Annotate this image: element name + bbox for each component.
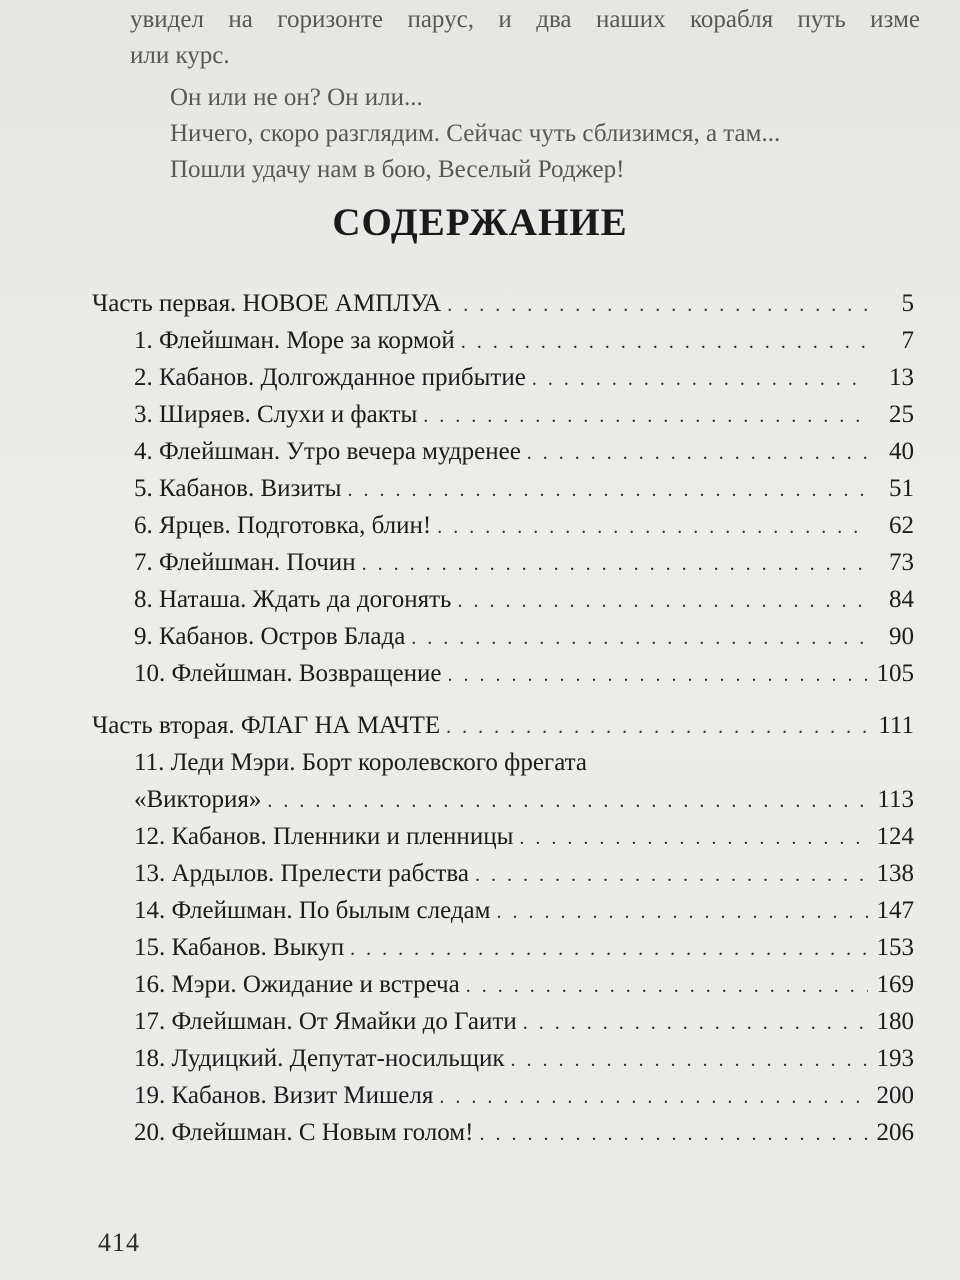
carry-over-line: Пошли удачу нам в бою, Веселый Роджер! (170, 156, 625, 183)
toc-page-number: 7 (901, 327, 914, 354)
toc-entry (92, 396, 914, 433)
toc-page-number: 193 (876, 1045, 914, 1072)
toc-page-number: 25 (889, 401, 914, 428)
toc-entry (92, 618, 914, 655)
carry-over-line: Он или не он? Он или... (170, 84, 423, 111)
toc-entry (92, 655, 914, 692)
toc-entry-label: 16. Мэри. Ожидание и встреча (134, 971, 460, 998)
toc-leader-dots (523, 1005, 868, 1042)
toc-page-number: 124 (876, 823, 914, 850)
toc-leader-dots (437, 509, 868, 546)
toc-entry-label: 8. Наташа. Ждать да догонять (134, 586, 452, 613)
toc-leader-dots (532, 361, 868, 398)
toc-leader-dots (439, 1079, 868, 1116)
toc-page-number: 113 (877, 786, 914, 813)
toc-entry-label: 4. Флейшман. Утро вечера мудренее (134, 438, 521, 465)
toc-leader-dots (362, 546, 868, 583)
toc-entry-label: 15. Кабанов. Выкуп (134, 934, 345, 961)
toc-entry-label: 3. Ширяев. Слухи и факты (134, 401, 418, 428)
toc-leader-dots (527, 435, 868, 472)
toc-leader-dots (347, 472, 868, 509)
toc-entry-label: 12. Кабанов. Пленники и пленницы (134, 823, 514, 850)
toc-entry-label: 6. Ярцев. Подготовка, блин! (134, 512, 432, 539)
carry-over-line: увидел на горизонте парус, и два наших корабля путь изме (130, 6, 920, 33)
toc-entry-label: 18. Лудицкий. Депутат-носильщик (134, 1045, 505, 1072)
toc-entry (92, 544, 914, 581)
toc-title: СОДЕРЖАНИЕ (332, 201, 628, 244)
toc-entry-label: 9. Кабанов. Остров Блада (134, 623, 406, 650)
toc-leader-dots (350, 931, 868, 968)
toc-page-number: 62 (889, 512, 914, 539)
toc-entry (92, 929, 914, 966)
toc-entry (92, 470, 914, 507)
toc-page-number: 105 (876, 660, 914, 687)
toc-part-heading (92, 285, 914, 322)
toc-entry (92, 1040, 914, 1077)
toc-leader-dots (447, 287, 868, 324)
toc-entry (92, 359, 914, 396)
toc-entry (92, 507, 914, 544)
toc-page-number: 5 (901, 290, 914, 317)
toc-page-number: 84 (889, 586, 914, 613)
toc-leader-dots (423, 398, 868, 435)
toc-leader-dots (447, 657, 868, 694)
toc-entry-label: Часть первая. НОВОЕ АМПЛУА (92, 290, 442, 317)
toc-entry-label: 19. Кабанов. Визит Мишеля (134, 1082, 434, 1109)
toc-entry-label: Часть вторая. ФЛАГ НА МАЧТЕ (92, 712, 441, 739)
carry-over-text (130, 0, 920, 188)
toc-entry (92, 892, 914, 929)
toc-leader-dots (479, 1116, 868, 1153)
toc-entry (92, 1003, 914, 1040)
toc-entry-label: 13. Ардылов. Прелести рабства (134, 860, 469, 887)
toc-entry (92, 1077, 914, 1114)
toc-page-number: 147 (876, 897, 914, 924)
toc-entry-label: 14. Флейшман. По былым следам (134, 897, 491, 924)
toc-entry (92, 818, 914, 855)
toc-leader-dots (267, 783, 868, 820)
toc-entry-label: 5. Кабанов. Визиты (134, 475, 342, 502)
toc-leader-dots (475, 857, 868, 894)
toc-entry (92, 855, 914, 892)
toc-leader-dots (446, 709, 868, 746)
carry-over-line: или курс. (130, 42, 230, 69)
toc-leader-dots (496, 894, 868, 931)
toc-entry-label: 11. Леди Мэри. Борт королевского фрегата (134, 749, 587, 776)
toc-page-number: 90 (889, 623, 914, 650)
toc-page-number: 180 (876, 1008, 914, 1035)
table-of-contents (92, 285, 914, 1151)
toc-entry-label: 17. Флейшман. От Ямайки до Гаити (134, 1008, 517, 1035)
toc-page-number: 111 (878, 712, 914, 739)
toc-entry-label: «Виктория» (134, 786, 262, 813)
toc-entry (92, 966, 914, 1003)
toc-page-number: 206 (876, 1119, 914, 1146)
toc-leader-dots (461, 324, 868, 361)
toc-part-heading (92, 707, 914, 744)
toc-page-number: 73 (889, 549, 914, 576)
toc-entry (92, 1114, 914, 1151)
toc-leader-dots (466, 968, 868, 1005)
carry-over-line: Ничего, скоро разглядим. Сейчас чуть сблизимся, а там... (170, 120, 781, 147)
toc-leader-dots (511, 1042, 868, 1079)
toc-page-number: 138 (876, 860, 914, 887)
toc-entry-label: 10. Флейшман. Возвращение (134, 660, 442, 687)
toc-entry (92, 581, 914, 618)
toc-page-number: 40 (889, 438, 914, 465)
toc-page-number: 13 (889, 364, 914, 391)
page-number-folio: 414 (98, 1228, 140, 1257)
toc-leader-dots (519, 820, 868, 857)
toc-entry-label: 20. Флейшман. С Новым голом! (134, 1119, 474, 1146)
toc-entry-continuation (92, 781, 914, 818)
toc-entry-label: 1. Флейшман. Море за кормой (134, 327, 455, 354)
toc-entry (92, 433, 914, 470)
toc-entry-label: 2. Кабанов. Долгожданное прибытие (134, 364, 526, 391)
toc-leader-dots (411, 620, 868, 657)
toc-entry (92, 322, 914, 359)
toc-page-number: 51 (889, 475, 914, 502)
toc-page-number: 200 (876, 1082, 914, 1109)
toc-entry (92, 744, 914, 781)
toc-page-number: 153 (876, 934, 914, 961)
toc-entry-label: 7. Флейшман. Почин (134, 549, 356, 576)
toc-leader-dots (457, 583, 868, 620)
toc-page-number: 169 (876, 971, 914, 998)
